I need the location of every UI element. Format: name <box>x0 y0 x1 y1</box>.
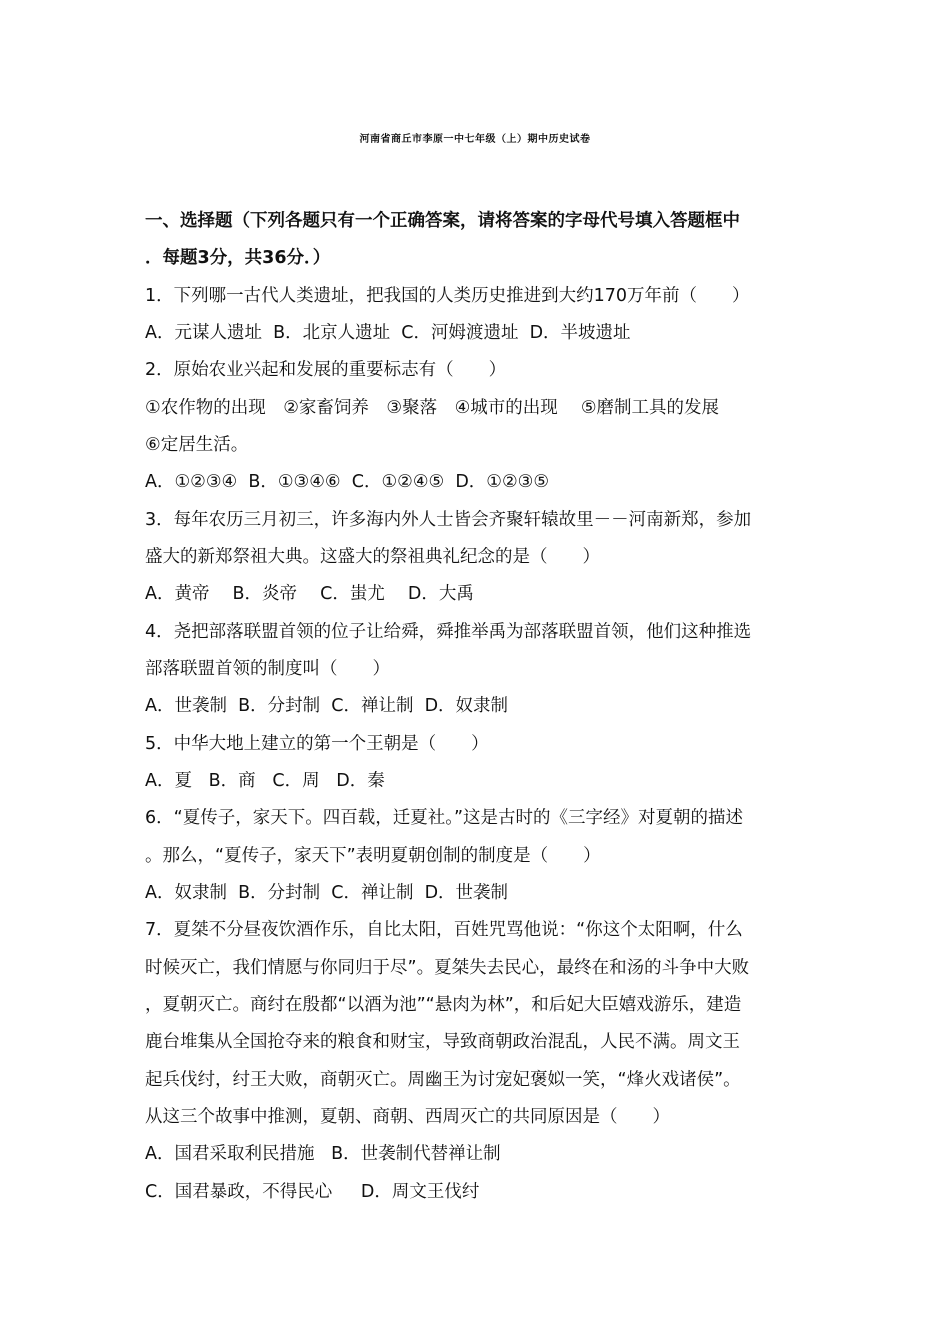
question-7-stem-line-5: 起兵伐纣，纣王大败，商朝灭亡。周幽王为讨宠妃褒姒一笑，“烽火戏诸侯”。 <box>145 1070 741 1090</box>
question-1-options: A．元谋人遗址 B．北京人遗址 C．河姆渡遗址 D．半坡遗址 <box>145 323 631 343</box>
question-3-options: A．黄帝 B．炎帝 C．蚩尤 D．大禹 <box>145 584 474 604</box>
question-6-stem-line-1: 6．“夏传子，家天下。四百载，迁夏社。”这是古时的《三字经》对夏朝的描述 <box>145 808 744 828</box>
question-7-stem-line-2: 时候灭亡，我们情愿与你同归于尽”。夏桀失去民心，最终在和汤的斗争中大败 <box>145 958 750 978</box>
question-2-stem: 2．原始农业兴起和发展的重要标志有（ ） <box>145 360 507 380</box>
question-7-stem-line-6: 从这三个故事中推测，夏朝、商朝、西周灭亡的共同原因是（ ） <box>145 1107 670 1127</box>
question-7-stem-line-1: 7．夏桀不分昼夜饮酒作乐，自比太阳，百姓咒骂他说：“你这个太阳啊，什么 <box>145 920 743 940</box>
question-5-stem: 5．中华大地上建立的第一个王朝是（ ） <box>145 734 489 754</box>
question-3-stem-line-1: 3．每年农历三月初三，许多海内外人士皆会齐聚轩辕故里－－河南新郑，参加 <box>145 510 752 530</box>
question-2-options: A．①②③④ B．①③④⑥ C．①②④⑤ D．①②③⑤ <box>145 472 550 492</box>
question-5-options: A．夏 B．商 C．周 D．秦 <box>145 771 385 791</box>
question-7-stem-line-4: 鹿台堆集从全国抢夺来的粮食和财宝，导致商朝政治混乱，人民不满。周文王 <box>145 1032 740 1052</box>
page-title: 河南省商丘市李原一中七年级（上）期中历史试卷 <box>359 134 591 145</box>
question-7-stem-line-3: ，夏朝灭亡。商纣在殷都“以酒为池”“悬肉为林”，和后妃大臣嬉戏游乐，建造 <box>145 995 742 1015</box>
question-1-stem: 1．下列哪一古代人类遗址，把我国的人类历史推进到大约170万年前（ ） <box>145 286 750 306</box>
question-3-stem-line-2: 盛大的新郑祭祖大典。这盛大的祭祖典礼纪念的是（ ） <box>145 547 600 567</box>
question-6-stem-line-2: 。那么，“夏传子，家天下”表明夏朝创制的制度是（ ） <box>145 846 601 866</box>
question-7-options-line-2: C．国君暴政，不得民心 D．周文王伐纣 <box>145 1182 480 1202</box>
question-2-items-line-2: ⑥定居生活。 <box>145 435 249 455</box>
question-4-stem-line-1: 4．尧把部落联盟首领的位子让给舜，舜推举禹为部落联盟首领，他们这种推选 <box>145 622 752 642</box>
question-2-items-line-1: ①农作物的出现 ②家畜饲养 ③聚落 ④城市的出现 ⑤磨制工具的发展 <box>145 398 720 418</box>
question-6-options: A．奴隶制 B．分封制 C．禅让制 D．世袭制 <box>145 883 509 903</box>
question-4-stem-line-2: 部落联盟首领的制度叫（ ） <box>145 659 390 679</box>
section-heading-line-1: 一、选择题（下列各题只有一个正确答案，请将答案的字母代号填入答题框中 <box>145 211 740 231</box>
question-4-options: A．世袭制 B．分封制 C．禅让制 D．奴隶制 <box>145 696 509 716</box>
section-heading-line-2: ．每题3分，共36分．） <box>145 248 331 268</box>
question-7-options-line-1: A．国君采取利民措施 B．世袭制代替禅让制 <box>145 1144 501 1164</box>
